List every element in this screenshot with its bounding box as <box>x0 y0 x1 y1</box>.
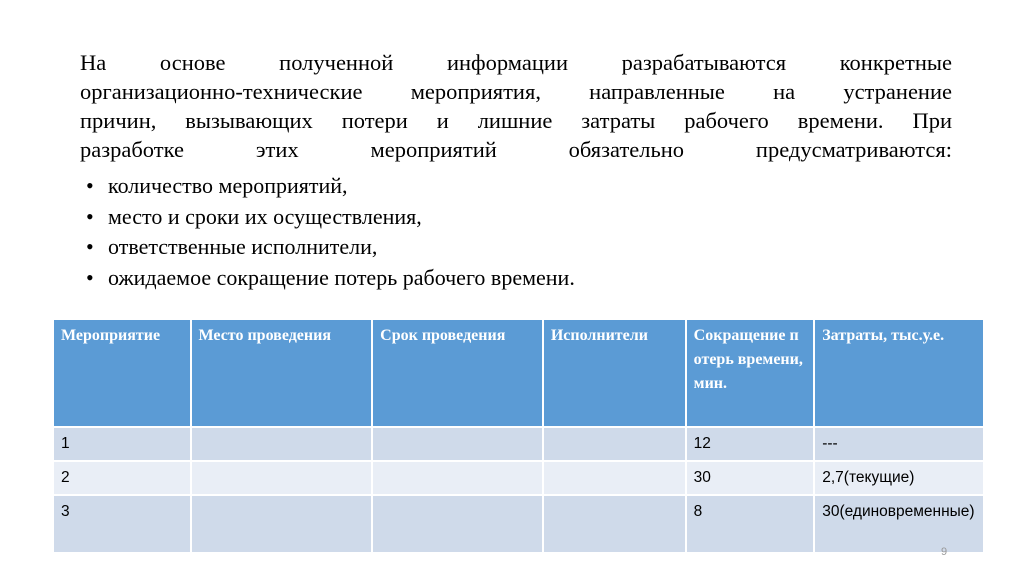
header-cell: Исполнители <box>543 319 686 427</box>
paragraph-line: На основе полученной информации разрабатываются конкретные <box>80 50 952 75</box>
header-cell: Мероприятие <box>53 319 191 427</box>
table-cell: 2,7(текущие) <box>814 461 984 495</box>
table-cell <box>372 427 543 461</box>
table-header-row <box>53 319 984 427</box>
bullet-item: • ожидаемое сокращение потерь рабочего времени. <box>86 263 575 294</box>
bullet-item: • место и сроки их осуществления, <box>86 202 575 233</box>
table-cell: 2 <box>53 461 191 495</box>
bullet-list <box>86 171 575 293</box>
table-cell <box>372 495 543 553</box>
table-cell: 30(единовременные) <box>814 495 984 553</box>
header-cell: Затраты, тыс.у.е. <box>814 319 984 427</box>
table-row <box>53 495 984 553</box>
bullet-item: • ответственные исполнители, <box>86 232 575 263</box>
paragraph-line: причин, вызывающих потери и лишние затраты рабочего времени. При <box>80 108 952 133</box>
table-cell <box>191 427 373 461</box>
measures-table <box>52 318 985 554</box>
header-cell: Сокращение потерь времени, мин. <box>686 319 815 427</box>
table-cell <box>543 461 686 495</box>
header-cell: Срок проведения <box>372 319 543 427</box>
table-row <box>53 427 984 461</box>
table-row <box>53 461 984 495</box>
table-cell <box>543 495 686 553</box>
table-cell <box>191 495 373 553</box>
header-cell: Место проведения <box>191 319 373 427</box>
table-cell <box>372 461 543 495</box>
table-cell <box>191 461 373 495</box>
paragraph-line: организационно-технические мероприятия, направленные на устранение <box>80 79 952 104</box>
table-cell: 3 <box>53 495 191 553</box>
table-cell: 12 <box>686 427 815 461</box>
table-cell: 1 <box>53 427 191 461</box>
intro-paragraph <box>80 48 952 164</box>
table-cell: 30 <box>686 461 815 495</box>
bullet-item: • количество мероприятий, <box>86 171 575 202</box>
page-number: 9 <box>941 546 948 558</box>
table-cell: --- <box>814 427 984 461</box>
table-cell: 8 <box>686 495 815 553</box>
paragraph-line: разработке этих мероприятий обязательно предусматриваются: <box>80 137 952 162</box>
table-cell <box>543 427 686 461</box>
